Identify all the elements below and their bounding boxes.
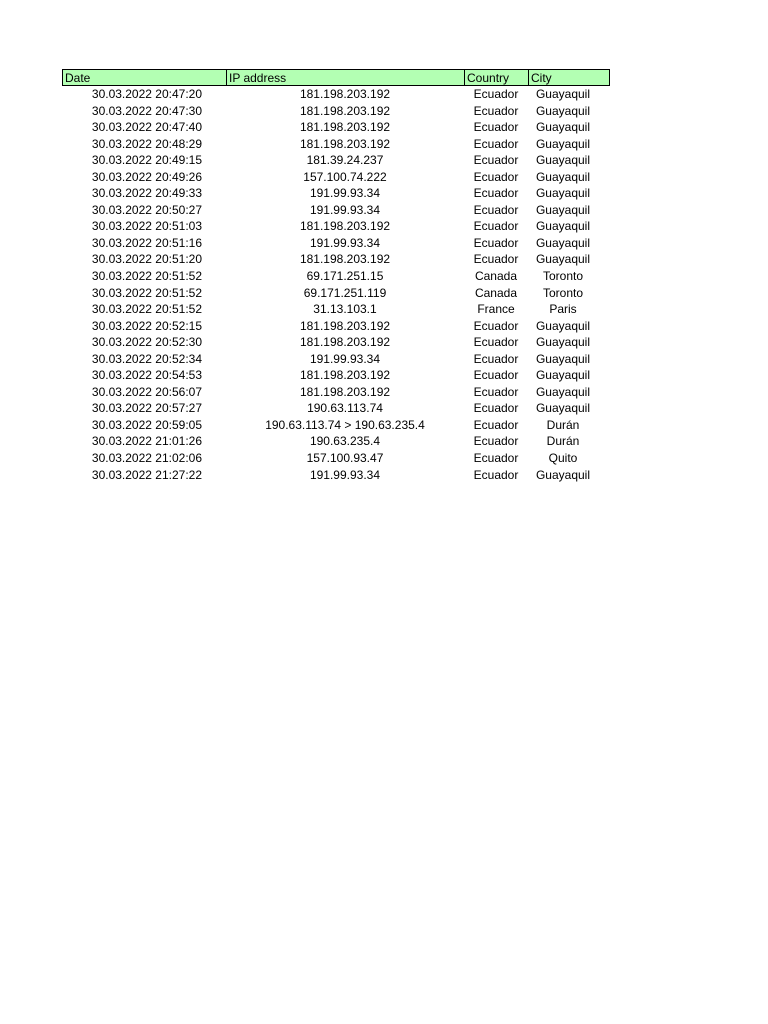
- cell-city: Guayaquil: [535, 219, 591, 234]
- cell-date: 30.03.2022 21:02:06: [91, 451, 202, 466]
- cell-ip-address: 191.99.93.34: [309, 235, 381, 250]
- cell-country: Ecuador: [473, 136, 519, 151]
- cell-ip-address: 181.39.24.237: [306, 153, 384, 168]
- cell-city: Guayaquil: [535, 120, 591, 135]
- cell-ip-address: 191.99.93.34: [309, 351, 381, 366]
- cell-date: 30.03.2022 20:51:16: [91, 235, 202, 250]
- table-row: [62, 169, 610, 186]
- cell-date: 30.03.2022 21:27:22: [91, 467, 202, 482]
- cell-city: Guayaquil: [535, 401, 591, 416]
- cell-city: Quito: [548, 451, 578, 466]
- cell-date: 30.03.2022 20:51:52: [91, 269, 202, 284]
- cell-ip-address: 157.100.93.47: [306, 451, 384, 466]
- table-row: [62, 400, 610, 417]
- cell-city: Guayaquil: [535, 235, 591, 250]
- cell-country: Ecuador: [473, 384, 519, 399]
- table-row: [62, 136, 610, 153]
- cell-city: Guayaquil: [535, 169, 591, 184]
- header-ip-address: IP address: [226, 69, 464, 86]
- cell-city: Guayaquil: [535, 351, 591, 366]
- header-country: Country: [464, 69, 528, 86]
- table-row: [62, 251, 610, 268]
- table-row: [62, 433, 610, 450]
- cell-date: 30.03.2022 20:52:34: [91, 351, 202, 366]
- table-row: [62, 318, 610, 335]
- table-row: [62, 450, 610, 467]
- cell-city: Toronto: [542, 269, 584, 284]
- cell-date: 30.03.2022 20:52:15: [91, 318, 202, 333]
- cell-city: Guayaquil: [535, 384, 591, 399]
- table-row: [62, 235, 610, 252]
- table-row: [62, 185, 610, 202]
- cell-ip-address: 181.198.203.192: [299, 318, 391, 333]
- cell-country: Ecuador: [473, 417, 519, 432]
- cell-city: Guayaquil: [535, 136, 591, 151]
- cell-ip-address: 69.171.251.119: [303, 285, 387, 300]
- cell-ip-address: 190.63.235.4: [309, 434, 381, 449]
- cell-date: 30.03.2022 20:51:20: [91, 252, 202, 267]
- cell-date: 30.03.2022 20:54:53: [91, 368, 202, 383]
- cell-country: Ecuador: [473, 335, 519, 350]
- cell-country: Ecuador: [473, 467, 519, 482]
- cell-ip-address: 69.171.251.15: [306, 269, 384, 284]
- table-row: [62, 119, 610, 136]
- table-row: [62, 334, 610, 351]
- cell-country: Ecuador: [473, 103, 519, 118]
- cell-city: Guayaquil: [535, 467, 591, 482]
- cell-country: Ecuador: [473, 87, 519, 101]
- cell-date: 30.03.2022 20:49:33: [91, 186, 202, 201]
- table-row: [62, 285, 610, 302]
- cell-ip-address: 190.63.113.74 > 190.63.235.4: [265, 417, 425, 432]
- cell-city: Guayaquil: [535, 186, 591, 201]
- cell-date: 30.03.2022 20:51:03: [91, 219, 202, 234]
- cell-date: 30.03.2022 21:01:26: [91, 434, 202, 449]
- cell-date: 30.03.2022 20:51:52: [91, 302, 202, 317]
- cell-ip-address: 181.198.203.192: [299, 368, 391, 383]
- table-body: [62, 86, 610, 483]
- cell-ip-address: 181.198.203.192: [299, 384, 391, 399]
- cell-country: Canada: [474, 285, 518, 300]
- cell-city: Guayaquil: [535, 103, 591, 118]
- cell-ip-address: 181.198.203.192: [299, 103, 391, 118]
- cell-city: Durán: [546, 417, 580, 432]
- cell-date: 30.03.2022 20:49:15: [91, 153, 202, 168]
- cell-ip-address: 181.198.203.192: [299, 219, 391, 234]
- table-row: [62, 367, 610, 384]
- cell-date: 30.03.2022 20:47:40: [91, 120, 202, 135]
- cell-country: Ecuador: [473, 351, 519, 366]
- cell-ip-address: 191.99.93.34: [309, 202, 381, 217]
- table-row: [62, 152, 610, 169]
- cell-country: France: [477, 302, 515, 317]
- cell-city: Durán: [546, 434, 580, 449]
- cell-date: 30.03.2022 20:56:07: [91, 384, 202, 399]
- cell-ip-address: 181.198.203.192: [299, 335, 391, 350]
- cell-country: Ecuador: [473, 235, 519, 250]
- cell-country: Ecuador: [473, 153, 519, 168]
- cell-country: Ecuador: [473, 120, 519, 135]
- cell-country: Ecuador: [473, 318, 519, 333]
- cell-city: Guayaquil: [535, 335, 591, 350]
- cell-ip-address: 157.100.74.222: [303, 169, 387, 184]
- cell-ip-address: 191.99.93.34: [309, 467, 381, 482]
- cell-date: 30.03.2022 20:51:52: [91, 285, 202, 300]
- cell-country: Ecuador: [473, 186, 519, 201]
- table-row: [62, 103, 610, 120]
- ip-log-table: [62, 69, 610, 483]
- cell-city: Guayaquil: [535, 153, 591, 168]
- table-row: [62, 268, 610, 285]
- cell-city: Guayaquil: [535, 252, 591, 267]
- cell-country: Canada: [474, 269, 518, 284]
- table-row: [62, 467, 610, 484]
- cell-date: 30.03.2022 20:48:29: [91, 136, 202, 151]
- cell-country: Ecuador: [473, 434, 519, 449]
- cell-country: Ecuador: [473, 401, 519, 416]
- cell-city: Guayaquil: [535, 368, 591, 383]
- cell-country: Ecuador: [473, 169, 519, 184]
- table-row: [62, 417, 610, 434]
- cell-ip-address: 181.198.203.192: [299, 87, 391, 101]
- cell-ip-address: 181.198.203.192: [299, 252, 391, 267]
- cell-city: Guayaquil: [535, 318, 591, 333]
- table-header-row: [62, 69, 610, 86]
- cell-date: 30.03.2022 20:50:27: [91, 202, 202, 217]
- cell-city: Guayaquil: [535, 87, 591, 101]
- header-city: City: [528, 69, 610, 86]
- cell-ip-address: 190.63.113.74: [307, 401, 383, 416]
- cell-ip-address: 181.198.203.192: [299, 120, 391, 135]
- cell-date: 30.03.2022 20:52:30: [91, 335, 202, 350]
- cell-city: Guayaquil: [535, 202, 591, 217]
- cell-city: Toronto: [542, 285, 584, 300]
- header-date: Date: [62, 69, 226, 86]
- cell-country: Ecuador: [473, 252, 519, 267]
- cell-date: 30.03.2022 20:47:30: [91, 103, 202, 118]
- cell-date: 30.03.2022 20:47:20: [91, 87, 202, 101]
- cell-country: Ecuador: [473, 219, 519, 234]
- cell-ip-address: 31.13.103.1: [313, 302, 377, 317]
- table-row: [62, 384, 610, 401]
- table-row: [62, 351, 610, 368]
- table-row: [62, 202, 610, 219]
- cell-date: 30.03.2022 20:57:27: [91, 401, 202, 416]
- cell-date: 30.03.2022 20:59:05: [91, 417, 202, 432]
- cell-country: Ecuador: [473, 202, 519, 217]
- cell-date: 30.03.2022 20:49:26: [91, 169, 202, 184]
- table-row: [62, 218, 610, 235]
- cell-country: Ecuador: [473, 451, 519, 466]
- cell-ip-address: 191.99.93.34: [309, 186, 381, 201]
- cell-city: Paris: [549, 302, 577, 317]
- table-row: [62, 301, 610, 318]
- cell-ip-address: 181.198.203.192: [299, 136, 391, 151]
- table-row: [62, 86, 610, 103]
- cell-country: Ecuador: [473, 368, 519, 383]
